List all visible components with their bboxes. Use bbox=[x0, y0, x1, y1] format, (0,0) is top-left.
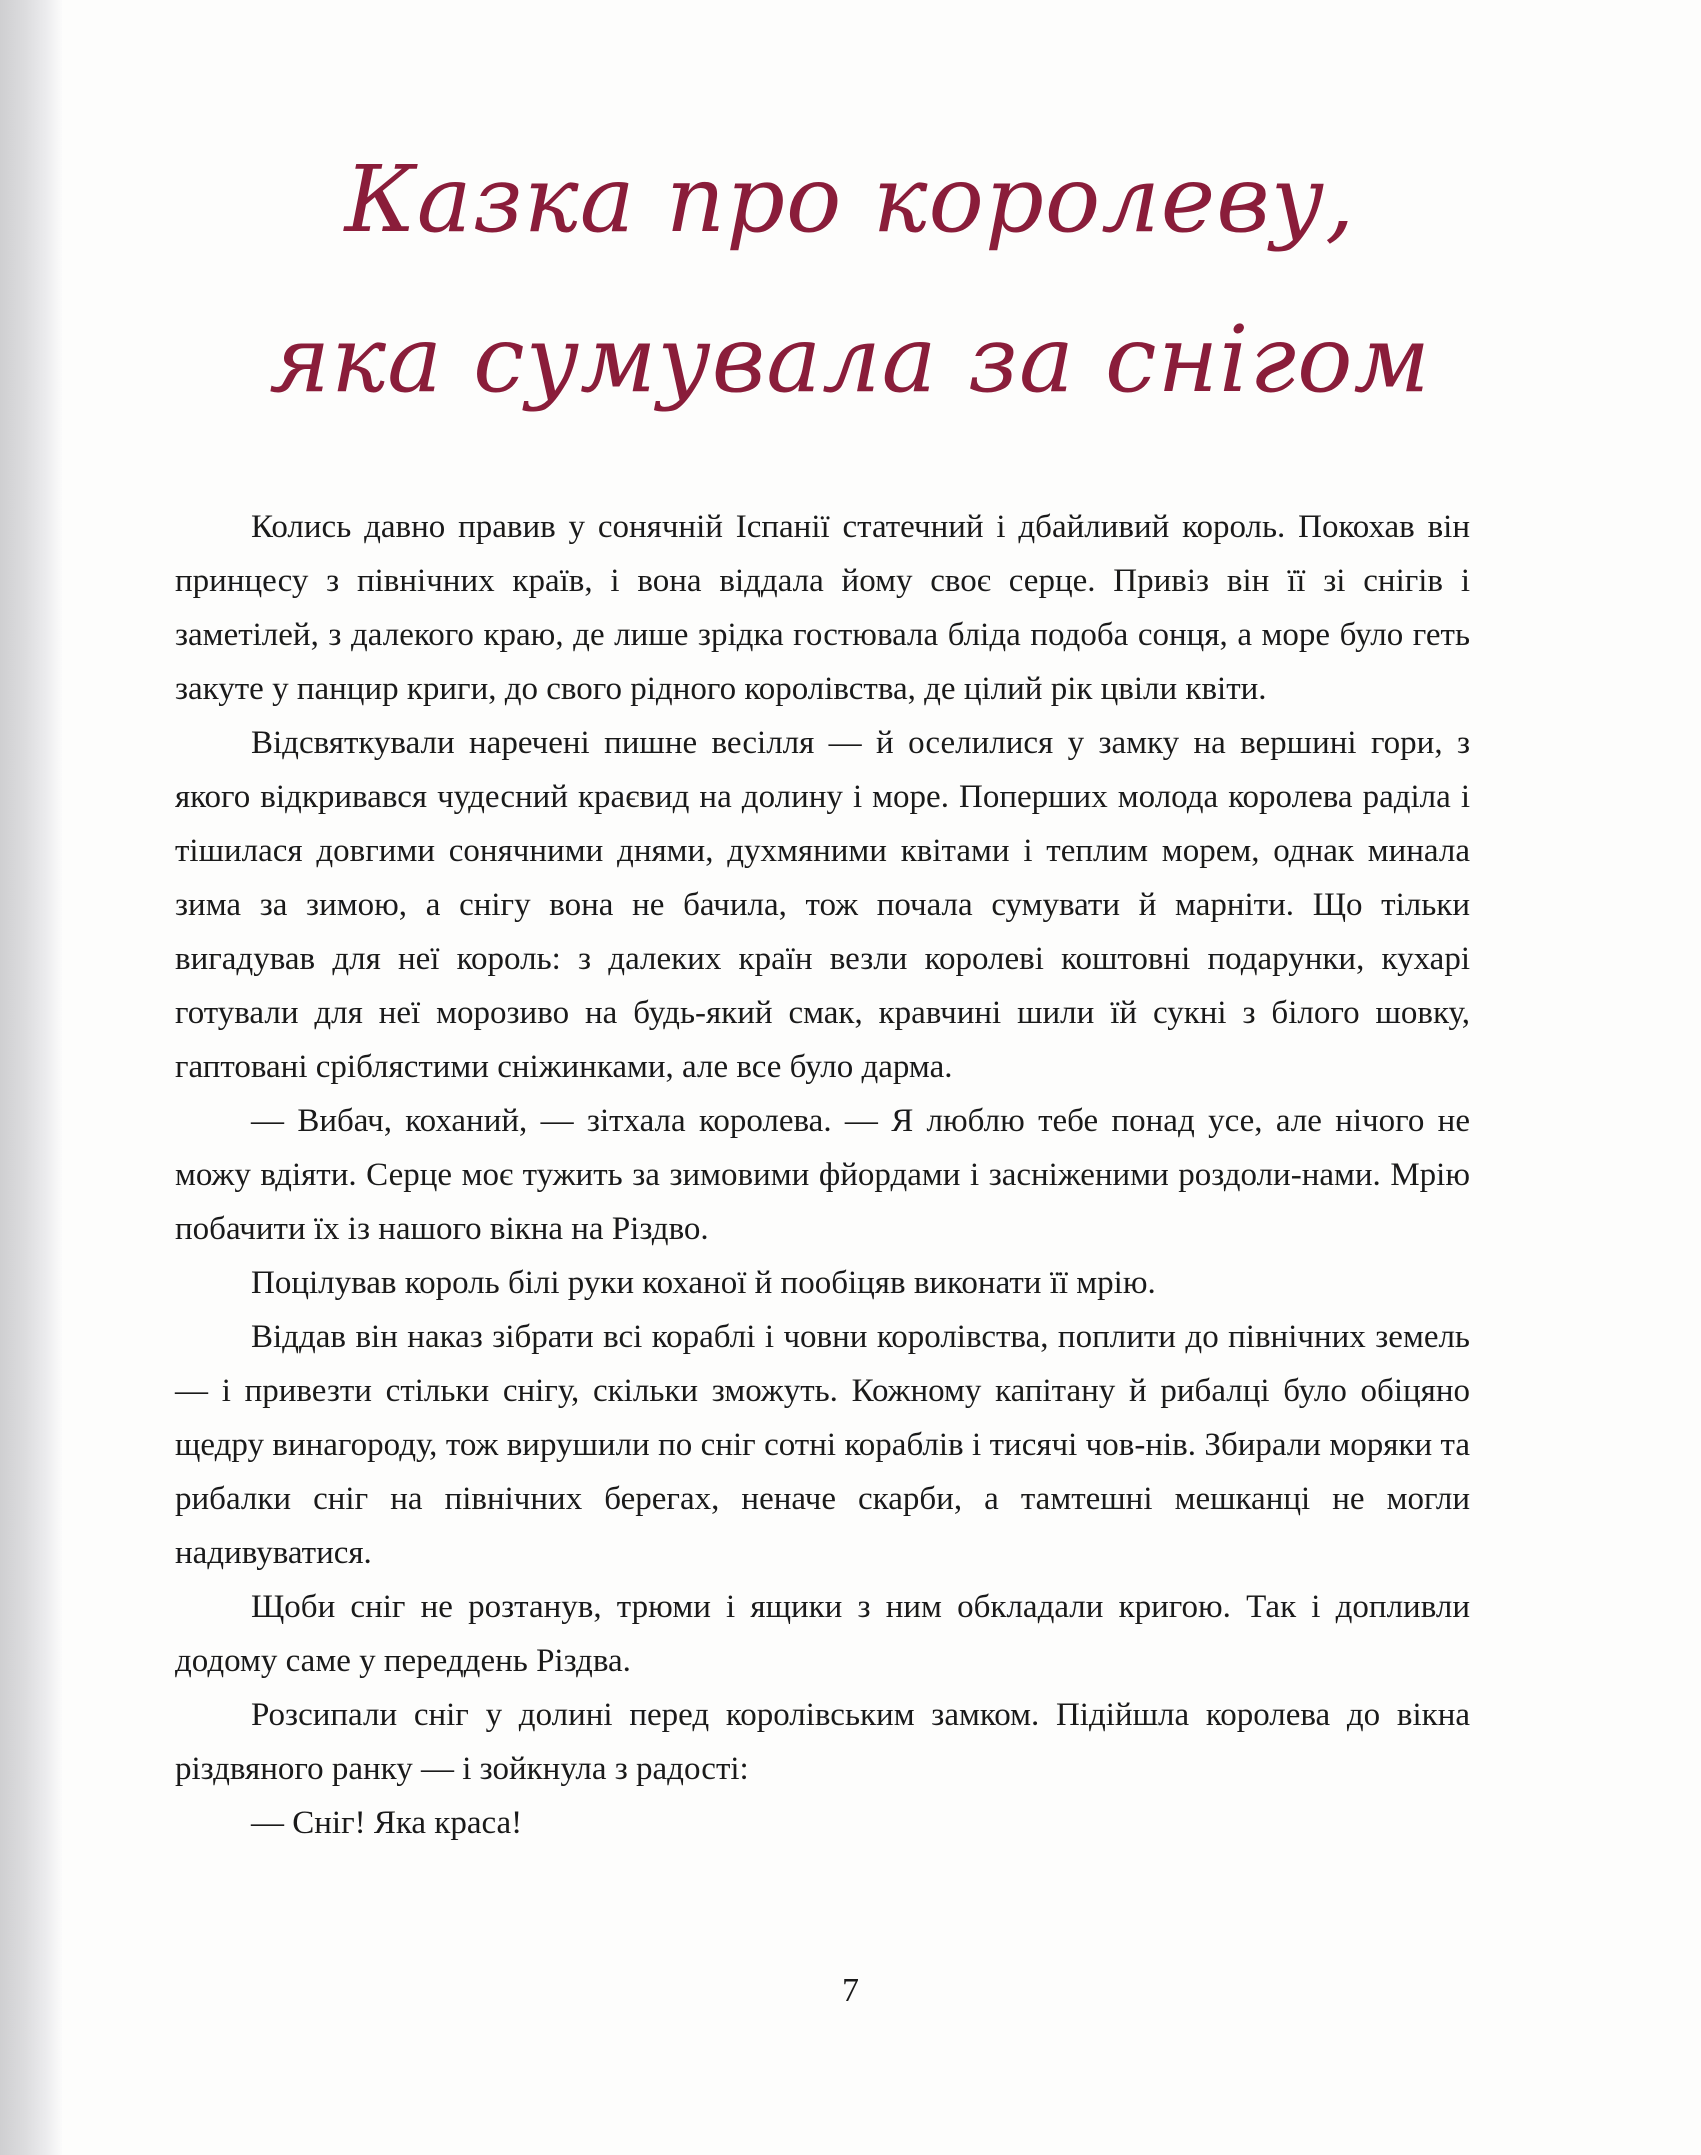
page-number: 7 bbox=[842, 1972, 859, 2009]
paragraph-6: Щоби сніг не розтанув, трюми і ящики з ним обкладали кригою. Так і допливли додому саме у переддень Різдва. bbox=[175, 1589, 1470, 1679]
paragraph-3: — Вибач, коханий, — зітхала королева. — Я люблю тебе понад усе, але нічого не можу вдіяти. Серце моє тужить за зимовими фйордами і засніженими роздоли-нами. Мрію побачити їх із нашого вікна на Різдво. bbox=[175, 1103, 1470, 1247]
title-line-2: яка сумувала за снігом bbox=[269, 306, 1431, 413]
story-text bbox=[175, 500, 1470, 1850]
paragraph-2: Відсвяткували наречені пишне весілля — й оселилися у замку на вершині гори, з якого відкривався чудесний краєвид на долину і море. Поперших молода королева раділа і тішилася довгими сонячними днями, духмяними квітами і теплим морем, однак минала зима за зимою, а снігу вона не бачила, тож почала сумувати й марніти. Що тільки вигадував для неї король: з далеких країн везли королеві коштовні подарунки, кухарі готували для неї морозиво на будь-який смак, кравчині шили їй сукні з білого шовку, гаптовані сріблястими сніжинками, але все було дарма. bbox=[175, 725, 1470, 1085]
paragraph-5: Віддав він наказ зібрати всі кораблі і човни королівства, поплити до північних земель — і привезти стільки снігу, скільки зможуть. Кожному капітану й рибалці було обіцяно щедру винагороду, тож вирушили по сніг сотні кораблів і тисячі чов-нів. Збирали моряки та рибалки сніг на північних берегах, неначе скарби, а тамтешні мешканці не могли надивуватися. bbox=[175, 1319, 1470, 1571]
paragraph-4: Поцілував король білі руки коханої й пообіцяв виконати її мрію. bbox=[251, 1265, 1156, 1301]
scan-shadow-edge bbox=[0, 0, 62, 2155]
page-title bbox=[230, 120, 1470, 440]
paragraph-8: — Сніг! Яка краса! bbox=[251, 1805, 523, 1841]
paragraph-7: Розсипали сніг у долині перед королівським замком. Підійшла королева до вікна різдвяного ранку — і зойкнула з радості: bbox=[175, 1697, 1470, 1787]
paragraph-1: Колись давно правив у сонячній Іспанії статечний і дбайливий король. Покохав він принцесу з північних країв, і вона віддала йому своє серце. Привіз він її зі снігів і заметілей, з далекого краю, де лише зрідка гостювала бліда подоба сонця, а море було геть закуте у панцир криги, до свого рідного королівства, де цілий рік цвіли квіти. bbox=[175, 509, 1470, 707]
title-line-1: Казка про королеву, bbox=[344, 146, 1356, 253]
